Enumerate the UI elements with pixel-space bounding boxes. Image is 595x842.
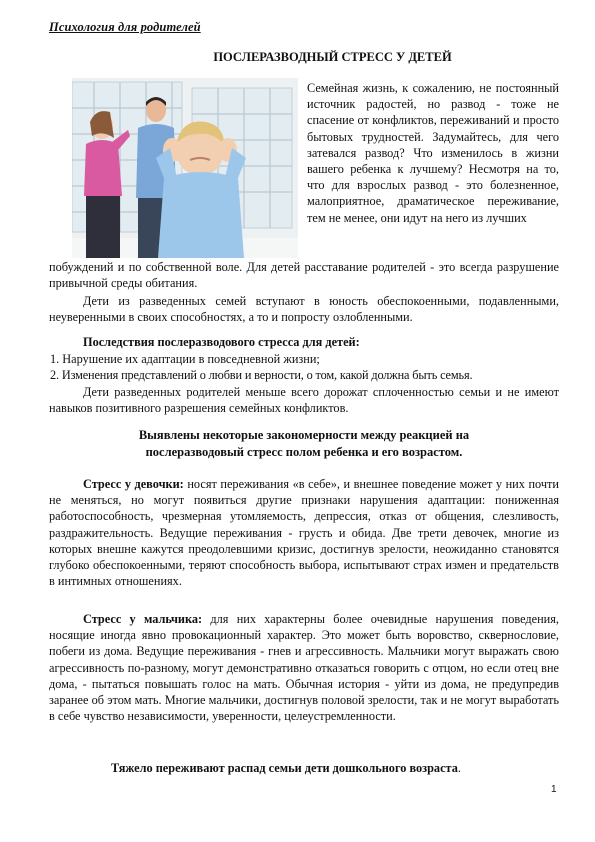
article-title: ПОСЛЕРАЗВОДНЫЙ СТРЕСС У ДЕТЕЙ	[213, 50, 452, 64]
boys-paragraph	[49, 611, 559, 724]
boys-text: для них характерны более очевидные нарушения поведения, носящие иногда явно провокационный характер. Это может быть воровство, сквернословие, побеги из дома. Ведущие переживания - гнев и агрессивность. Мальчики могут выражать свою агрессивность по-разному, могут демонстративно отказаться говорить с отцом, но если отец вне дома, - пытаться повышать голос на мать. Обычная история - уйти из дома, не предупредив заранее об этом мать. Многие мальчики, достигнув половой зрелости, так и не могут выработать в себе чувство независимости, уверенности, целеустремленности.	[49, 612, 559, 724]
values-paragraph: Дети разведенных родителей меньше всего дорожат сплоченностью семьи и не имеют навыков позитивного разрешения семейных конфликтов.	[49, 385, 559, 416]
teens-paragraph: Дети из разведенных семей вступают в юность обеспокоенными, подавленными, неуверенными в своих способностях, а то и попросту озлобленными.	[49, 294, 559, 325]
family-conflict-photo	[72, 78, 298, 258]
girls-lead: Стресс у девочки:	[83, 477, 184, 491]
girls-text: носят переживания «в себе», и внешнее поведение может у них почти не меняться, но могут появиться другие признаки нарушения адаптации: пониженная работоспособность, чрезмерная утомляемость, депрессия, отказ от общения, слезливость, раздражительность. Ведущие переживания - грусть и обида. Две трети девочек, многие из которых внешне кажутся преодолевшими кризис, достигнув зрелости, неожиданно становятся глубоко обеспокоенными, теряют способность выбора, испытывают страх измен и предательств в интимных отношениях.	[49, 477, 559, 589]
closing-period: .	[457, 761, 461, 775]
consequence-item-2: 2. Изменения представлений о любви и верности, о том, какой должна быть семья.	[50, 368, 473, 382]
intro-paragraph-continued: побуждений и по собственной воле. Для детей расставание родителей - это всегда разрушение привычной среды обитания.	[49, 260, 559, 291]
closing-text: Тяжело переживают распад семьи дети дошкольного возраста	[111, 761, 458, 775]
consequences-heading: Последствия послеразводового стресса для детей:	[83, 335, 360, 349]
page-number: 1	[551, 784, 557, 795]
consequence-item-1: 1. Нарушение их адаптации в повседневной жизни;	[50, 352, 320, 366]
boys-lead: Стресс у мальчика:	[83, 612, 203, 626]
patterns-heading: Выявлены некоторые закономерности между реакцией на послеразводовый стресс полом ребенка и его возрастом.	[138, 428, 470, 459]
closing-line	[49, 760, 559, 776]
intro-paragraph: Семейная жизнь, к сожалению, не постоянный источник радостей, но развод - тоже не спасение от конфликтов, переживаний и просто бытовых трудностей. Задумайтесь, для чего затевался развод? Что изменилось в жизни вашего ребенка к лучшему? Несмотря на то, что для взрослых развод - это болезненное, малоприятное, драматическое переживание, тем не менее, они идут на него из лучших	[307, 81, 559, 225]
girls-paragraph	[49, 476, 559, 589]
section-header: Психология для родителей	[49, 20, 201, 34]
